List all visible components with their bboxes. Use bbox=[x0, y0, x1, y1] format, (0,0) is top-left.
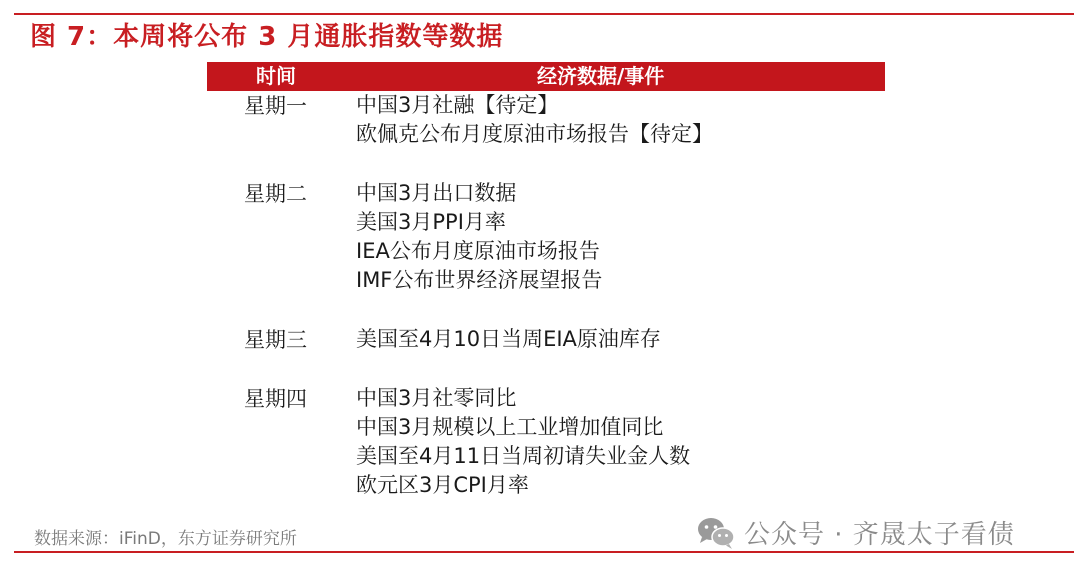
event-item: 中国3月社零同比 bbox=[356, 386, 517, 410]
figure-title: 图 7：本周将公布 3 月通胀指数等数据 bbox=[30, 22, 504, 52]
day-label: 星期三 bbox=[244, 328, 307, 352]
source-note: 数据来源：iFinD，东方证券研究所 bbox=[34, 529, 297, 549]
event-item: 美国至4月11日当周初请失业金人数 bbox=[356, 444, 691, 468]
wechat-icon bbox=[696, 516, 736, 550]
day-label: 星期一 bbox=[244, 94, 307, 118]
watermark bbox=[696, 514, 1015, 551]
day-label: 星期四 bbox=[244, 387, 307, 411]
event-item: 中国3月社融【待定】 bbox=[356, 93, 559, 117]
event-list bbox=[356, 325, 661, 354]
top-divider bbox=[14, 13, 1074, 15]
table-header bbox=[207, 62, 885, 91]
header-event: 经济数据/事件 bbox=[537, 64, 665, 88]
event-item: 美国至4月10日当周EIA原油库存 bbox=[356, 327, 661, 351]
event-item: 美国3月PPI月率 bbox=[356, 210, 506, 234]
event-item: IMF公布世界经济展望报告 bbox=[356, 268, 603, 292]
event-item: 中国3月出口数据 bbox=[356, 181, 517, 205]
watermark-text: 公众号 · 齐晟太子看债 bbox=[744, 520, 1015, 550]
event-item: 中国3月规模以上工业增加值同比 bbox=[356, 415, 664, 439]
bottom-divider bbox=[14, 551, 1074, 553]
event-list bbox=[356, 179, 602, 295]
event-item: 欧佩克公布月度原油市场报告【待定】 bbox=[356, 122, 713, 146]
day-label: 星期二 bbox=[244, 182, 307, 206]
event-list bbox=[356, 91, 713, 149]
header-time: 时间 bbox=[256, 64, 296, 88]
event-item: 欧元区3月CPI月率 bbox=[356, 473, 529, 497]
event-list bbox=[356, 384, 690, 500]
event-item: IEA公布月度原油市场报告 bbox=[356, 239, 600, 263]
